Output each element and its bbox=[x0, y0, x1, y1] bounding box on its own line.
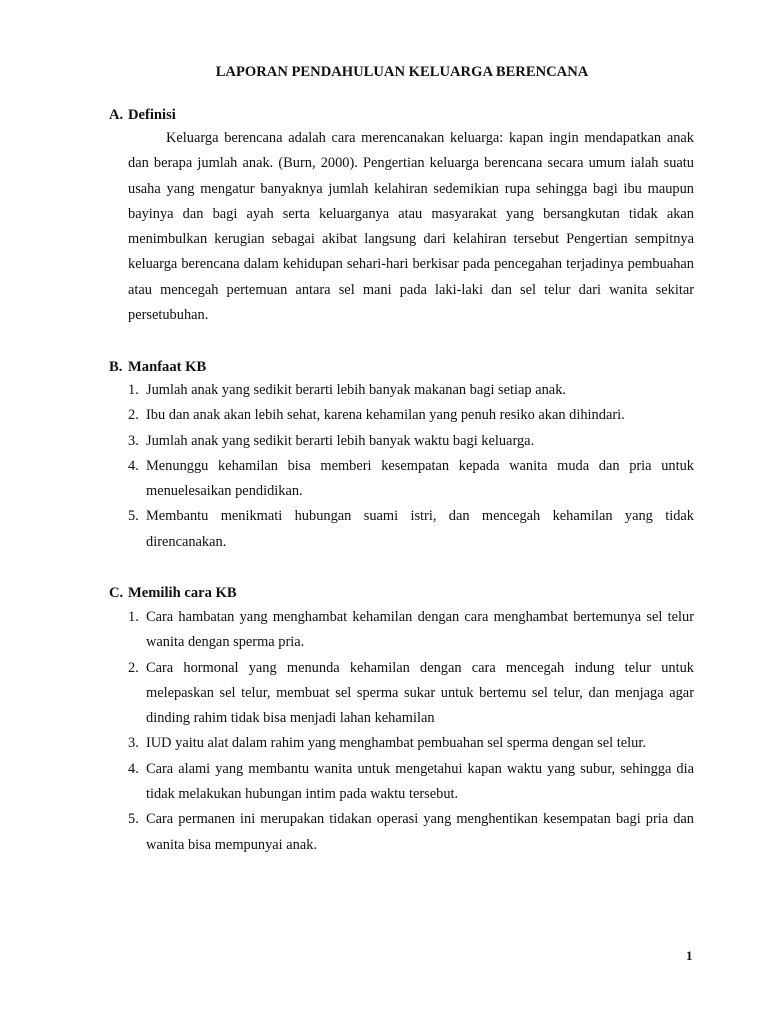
list-item-number: 2. bbox=[128, 407, 139, 424]
list-item-text: Cara permanen ini merupakan tidakan operasi yang menghentikan kesempatan bagi pria dan wanita bisa mempunyai anak. bbox=[146, 811, 694, 853]
list-item-number: 2. bbox=[128, 659, 139, 676]
list-item-text: Cara alami yang membantu wanita untuk mengetahui kapan waktu yang subur, sehingga dia tidak melakukan hubungan intim pada waktu tersebut. bbox=[146, 760, 694, 803]
list-item-text: Cara hambatan yang menghambat kehamilan dengan cara menghambat bertemunya sel telur wanita dengan sperma pria. bbox=[146, 609, 694, 651]
section-a-heading bbox=[109, 107, 176, 124]
section-b-title: Manfaat KB bbox=[128, 359, 207, 375]
list-item bbox=[128, 757, 694, 808]
list-item-number: 1. bbox=[128, 382, 139, 398]
list-item-text: Jumlah anak yang sedikit berarti lebih banyak makanan bagi setiap anak. bbox=[146, 382, 566, 398]
list-item-number: 5. bbox=[128, 508, 139, 525]
list-item-number: 5. bbox=[128, 811, 139, 828]
list-item bbox=[128, 454, 694, 505]
page-number: 1 bbox=[686, 948, 693, 963]
list-item bbox=[128, 605, 694, 656]
list-item-text: Membantu menikmati hubungan suami istri, dan mencegah kehamilan yang tidak direncanakan. bbox=[146, 508, 694, 550]
list-item-text: IUD yaitu alat dalam rahim yang menghambat pembuahan sel sperma dengan sel telur. bbox=[146, 735, 646, 752]
list-item bbox=[128, 378, 694, 403]
section-b-letter: B. bbox=[109, 359, 123, 375]
list-item bbox=[128, 504, 694, 555]
list-item-number: 3. bbox=[128, 735, 139, 752]
list-item-text: Cara hormonal yang menunda kehamilan dengan cara mencegah indung telur untuk melepaskan sel telur, membuat sel sperma sukar untuk bertemu sel telur, dan menjaga agar dinding rahim tidak bisa menjadi lahan kehamilan bbox=[146, 659, 694, 727]
section-a-letter: A. bbox=[109, 107, 124, 123]
list-item-number: 1. bbox=[128, 609, 139, 625]
list-item-number: 3. bbox=[128, 432, 139, 449]
list-item-number: 4. bbox=[128, 457, 139, 474]
list-item bbox=[128, 807, 694, 858]
list-item bbox=[128, 429, 694, 454]
methods-list bbox=[128, 605, 694, 858]
section-c-heading bbox=[109, 585, 237, 602]
list-item bbox=[128, 403, 694, 428]
list-item bbox=[128, 731, 694, 756]
section-c-title: Memilih cara KB bbox=[128, 585, 237, 601]
section-a-title: Definisi bbox=[128, 107, 176, 123]
section-c-letter: C. bbox=[109, 585, 124, 601]
section-b-heading bbox=[109, 359, 206, 376]
definition-paragraph: Keluarga berencana adalah cara merencanakan keluarga: kapan ingin mendapatkan anak dan berapa jumlah anak. (Burn, 2000). Pengertian keluarga berencana secara umum ialah suatu usaha yang mengatur banyaknya jumlah kelahiran sedemikian rupa sehingga bagi ibu maupun bayinya dan bagi ayah serta keluarganya atau masyarakat yang bersangkutan tidak akan menimbulkan kerugian sebagai akibat langsung dari kelahiran tersebut Pengertian sempitnya keluarga berencana dalam kehidupan sehari-hari berkisar pada pencegahan terjadinya pembuahan atau mencegah pertemuan antara sel mani pada laki-laki dan sel telur dari wanita sekitar persetubuhan. bbox=[128, 130, 694, 324]
list-item-text: Jumlah anak yang sedikit berarti lebih banyak waktu bagi keluarga. bbox=[146, 432, 535, 449]
list-item-text: Ibu dan anak akan lebih sehat, karena kehamilan yang penuh resiko akan dihindari. bbox=[146, 407, 625, 424]
list-item bbox=[128, 656, 694, 732]
benefits-list bbox=[128, 378, 694, 555]
document-title: LAPORAN PENDAHULUAN KELUARGA BERENCANA bbox=[215, 64, 589, 80]
list-item-text: Menunggu kehamilan bisa memberi kesempatan kepada wanita muda dan pria untuk menuelesaikan pendidikan. bbox=[146, 457, 694, 500]
list-item-number: 4. bbox=[128, 760, 139, 777]
